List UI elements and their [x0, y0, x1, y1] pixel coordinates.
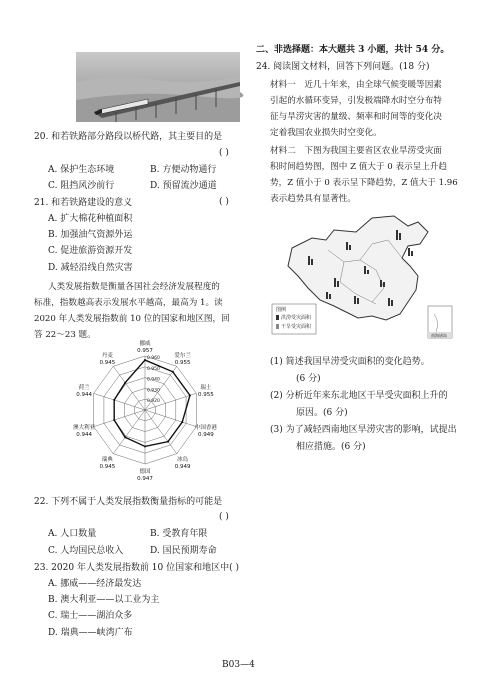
question-21-bracket: ( ) [219, 197, 229, 207]
legend-title: 图例 [276, 307, 287, 313]
q21-option-b: B. 加强油气资源外运 [48, 230, 133, 240]
radar-point [124, 382, 126, 384]
radar-value-label: 0.945 [99, 360, 116, 367]
q22-option-b: B. 受教育年限 [150, 529, 208, 539]
legend-drought: 干旱受灾面积 [281, 324, 312, 330]
question-22-stem: 22. 下列不属于人类发展指数衡量指标的可能是 [34, 497, 223, 507]
question-20-stem: 20. 和若铁路部分路段以桥代路，其主要目的是 [34, 132, 223, 142]
question-21-stem: 21. 和若铁路建设的意义 [34, 198, 133, 208]
intro-line-3: 2020 年人类发展指数前 10 位的国家和地区图，回 [34, 314, 230, 324]
radar-category-label: 中国香港 [194, 424, 217, 431]
railway-bridge-photo [76, 52, 240, 122]
q22-option-d: D. 国民预期寿命 [150, 546, 217, 556]
radar-ring-label: 0.930 [147, 388, 160, 394]
radar-value-label: 0.949 [174, 463, 191, 470]
question-24-stem: 24. 阅读图文材料，回答下列问题。(18 分) [256, 62, 430, 72]
material-2-line-1: 材料二 下图为我国主要省区农业旱涝受灾面 [270, 146, 442, 156]
material-1-line-4: 定着我国农业损失时空变化。 [270, 128, 382, 138]
radar-spoke [113, 366, 145, 410]
radar-point [124, 436, 126, 438]
radar-spoke [113, 410, 145, 454]
question-20-bracket: ( ) [219, 148, 229, 158]
material-1-line-2: 引起的水循环变异，引发极端降水时空分布特 [270, 96, 442, 106]
radar-ring-label: 0.950 [147, 366, 160, 372]
radar-spoke [94, 410, 145, 427]
material-2-line-2: 积时间趋势图，图中 Z 值大于 0 表示呈上升趋 [270, 162, 448, 172]
material-1-line-3: 征与旱涝灾害的量级、频率和时间等的变化决 [270, 112, 442, 122]
radar-point [181, 421, 183, 423]
q24-sub2-line-2: 原因。(6 分) [296, 408, 348, 418]
inset-label: 南海诸岛 [431, 333, 447, 338]
south-china-sea-inset [428, 306, 452, 338]
radar-category-label: 挪威 [139, 341, 151, 347]
q22-option-c: C. 人均国民总收入 [48, 546, 124, 556]
china-drought-flood-map [268, 210, 456, 342]
radar-point [144, 445, 146, 447]
radar-point [113, 419, 115, 421]
radar-value-label: 0.947 [137, 476, 153, 482]
q24-sub1-line-2: (6 分) [296, 374, 321, 384]
material-1-line-1: 材料一 近几十年来，由全球气候变暖等因素 [270, 80, 442, 90]
radar-point [144, 359, 146, 361]
q20-option-b: B. 方便动物通行 [150, 165, 217, 175]
radar-category-label: 爱尔兰 [174, 353, 191, 360]
question-22-bracket: ( ) [219, 512, 229, 522]
q24-sub3-line-1: (3) 为了减轻西南地区旱涝灾害的影响，试提出 [270, 425, 457, 435]
material-2-line-3: 势，Z 值小于 0 表示呈下降趋势，Z 值大于 1.96 [270, 178, 458, 188]
radar-ring-label: 0.920 [147, 399, 160, 405]
radar-spoke [145, 410, 177, 454]
radar-spoke [145, 410, 196, 427]
radar-spoke [94, 393, 145, 410]
radar-ring-label: 0.960 [147, 356, 160, 361]
radar-category-label: 瑞士 [200, 385, 212, 392]
radar-category-label: 瑞典 [101, 456, 113, 463]
radar-category-label: 冰岛 [177, 456, 189, 463]
q23-option-c: C. 瑞士——湖泊众多 [48, 611, 133, 621]
q21-option-d: D. 减轻沿线自然灾害 [48, 263, 133, 273]
intro-line-2: 标准，指数越高表示发展水平越高，最高为 1。读 [34, 298, 223, 308]
q24-sub3-line-2: 相应措施。(6 分) [296, 442, 366, 452]
page-footer: B03—4 [222, 660, 255, 670]
material-2-line-4: 表示趋势具有显著性。 [270, 194, 356, 204]
radar-category-label: 丹麦 [101, 353, 113, 360]
map-legend [272, 304, 316, 334]
radar-category-label: 澳大利亚 [73, 424, 96, 431]
radar-value-label: 0.944 [76, 431, 93, 438]
q23-option-a: A. 挪威——经济最发达 [48, 579, 142, 589]
hdi-radar-chart [60, 338, 230, 482]
radar-value-label: 0.955 [197, 392, 214, 399]
q21-option-a: A. 扩大棉花种植面积 [48, 214, 133, 224]
radar-value-label: 0.957 [137, 348, 153, 354]
q23-option-d: D. 瑞典——峡湾广布 [48, 628, 133, 638]
section-2-heading: 二、非选择题：本大题共 3 小题，共计 54 分。 [256, 45, 450, 55]
radar-value-label: 0.944 [76, 392, 93, 399]
q24-sub1-line-1: (1) 简述我国旱涝受灾面积的变化趋势。 [270, 357, 430, 367]
legend-flood: 洪涝受灾面积 [281, 315, 312, 321]
q20-option-c: C. 阻挡风沙前行 [48, 181, 115, 191]
q20-option-a: A. 保护生态环境 [48, 165, 115, 175]
radar-point [189, 394, 191, 396]
radar-value-label: 0.949 [197, 431, 214, 438]
q20-option-d: D. 预留流沙通道 [150, 181, 217, 191]
radar-category-label: 德国 [139, 469, 151, 475]
radar-value-label: 0.955 [174, 360, 191, 367]
q24-sub2-line-1: (2) 分析近年来东北地区干旱受灾面积上升的 [270, 391, 448, 401]
radar-point [172, 371, 174, 373]
intro-line-4: 答 22～23 题。 [34, 330, 96, 340]
radar-ring-label: 0.940 [147, 377, 160, 383]
q22-option-a: A. 人口数量 [48, 529, 97, 539]
radar-point [167, 441, 169, 443]
q21-option-c: C. 促进旅游资源开发 [48, 246, 133, 256]
radar-category-label: 荷兰 [78, 385, 90, 392]
radar-point [113, 399, 115, 401]
intro-line-1: 人类发展指数是衡量各国社会经济发展程度的 [48, 282, 220, 292]
radar-value-label: 0.945 [99, 463, 116, 470]
q23-option-b: B. 澳大利亚——以工业为主 [48, 595, 160, 605]
question-23-stem: 23. 2020 年人类发展指数前 10 位国家和地区中( ) [34, 563, 239, 573]
